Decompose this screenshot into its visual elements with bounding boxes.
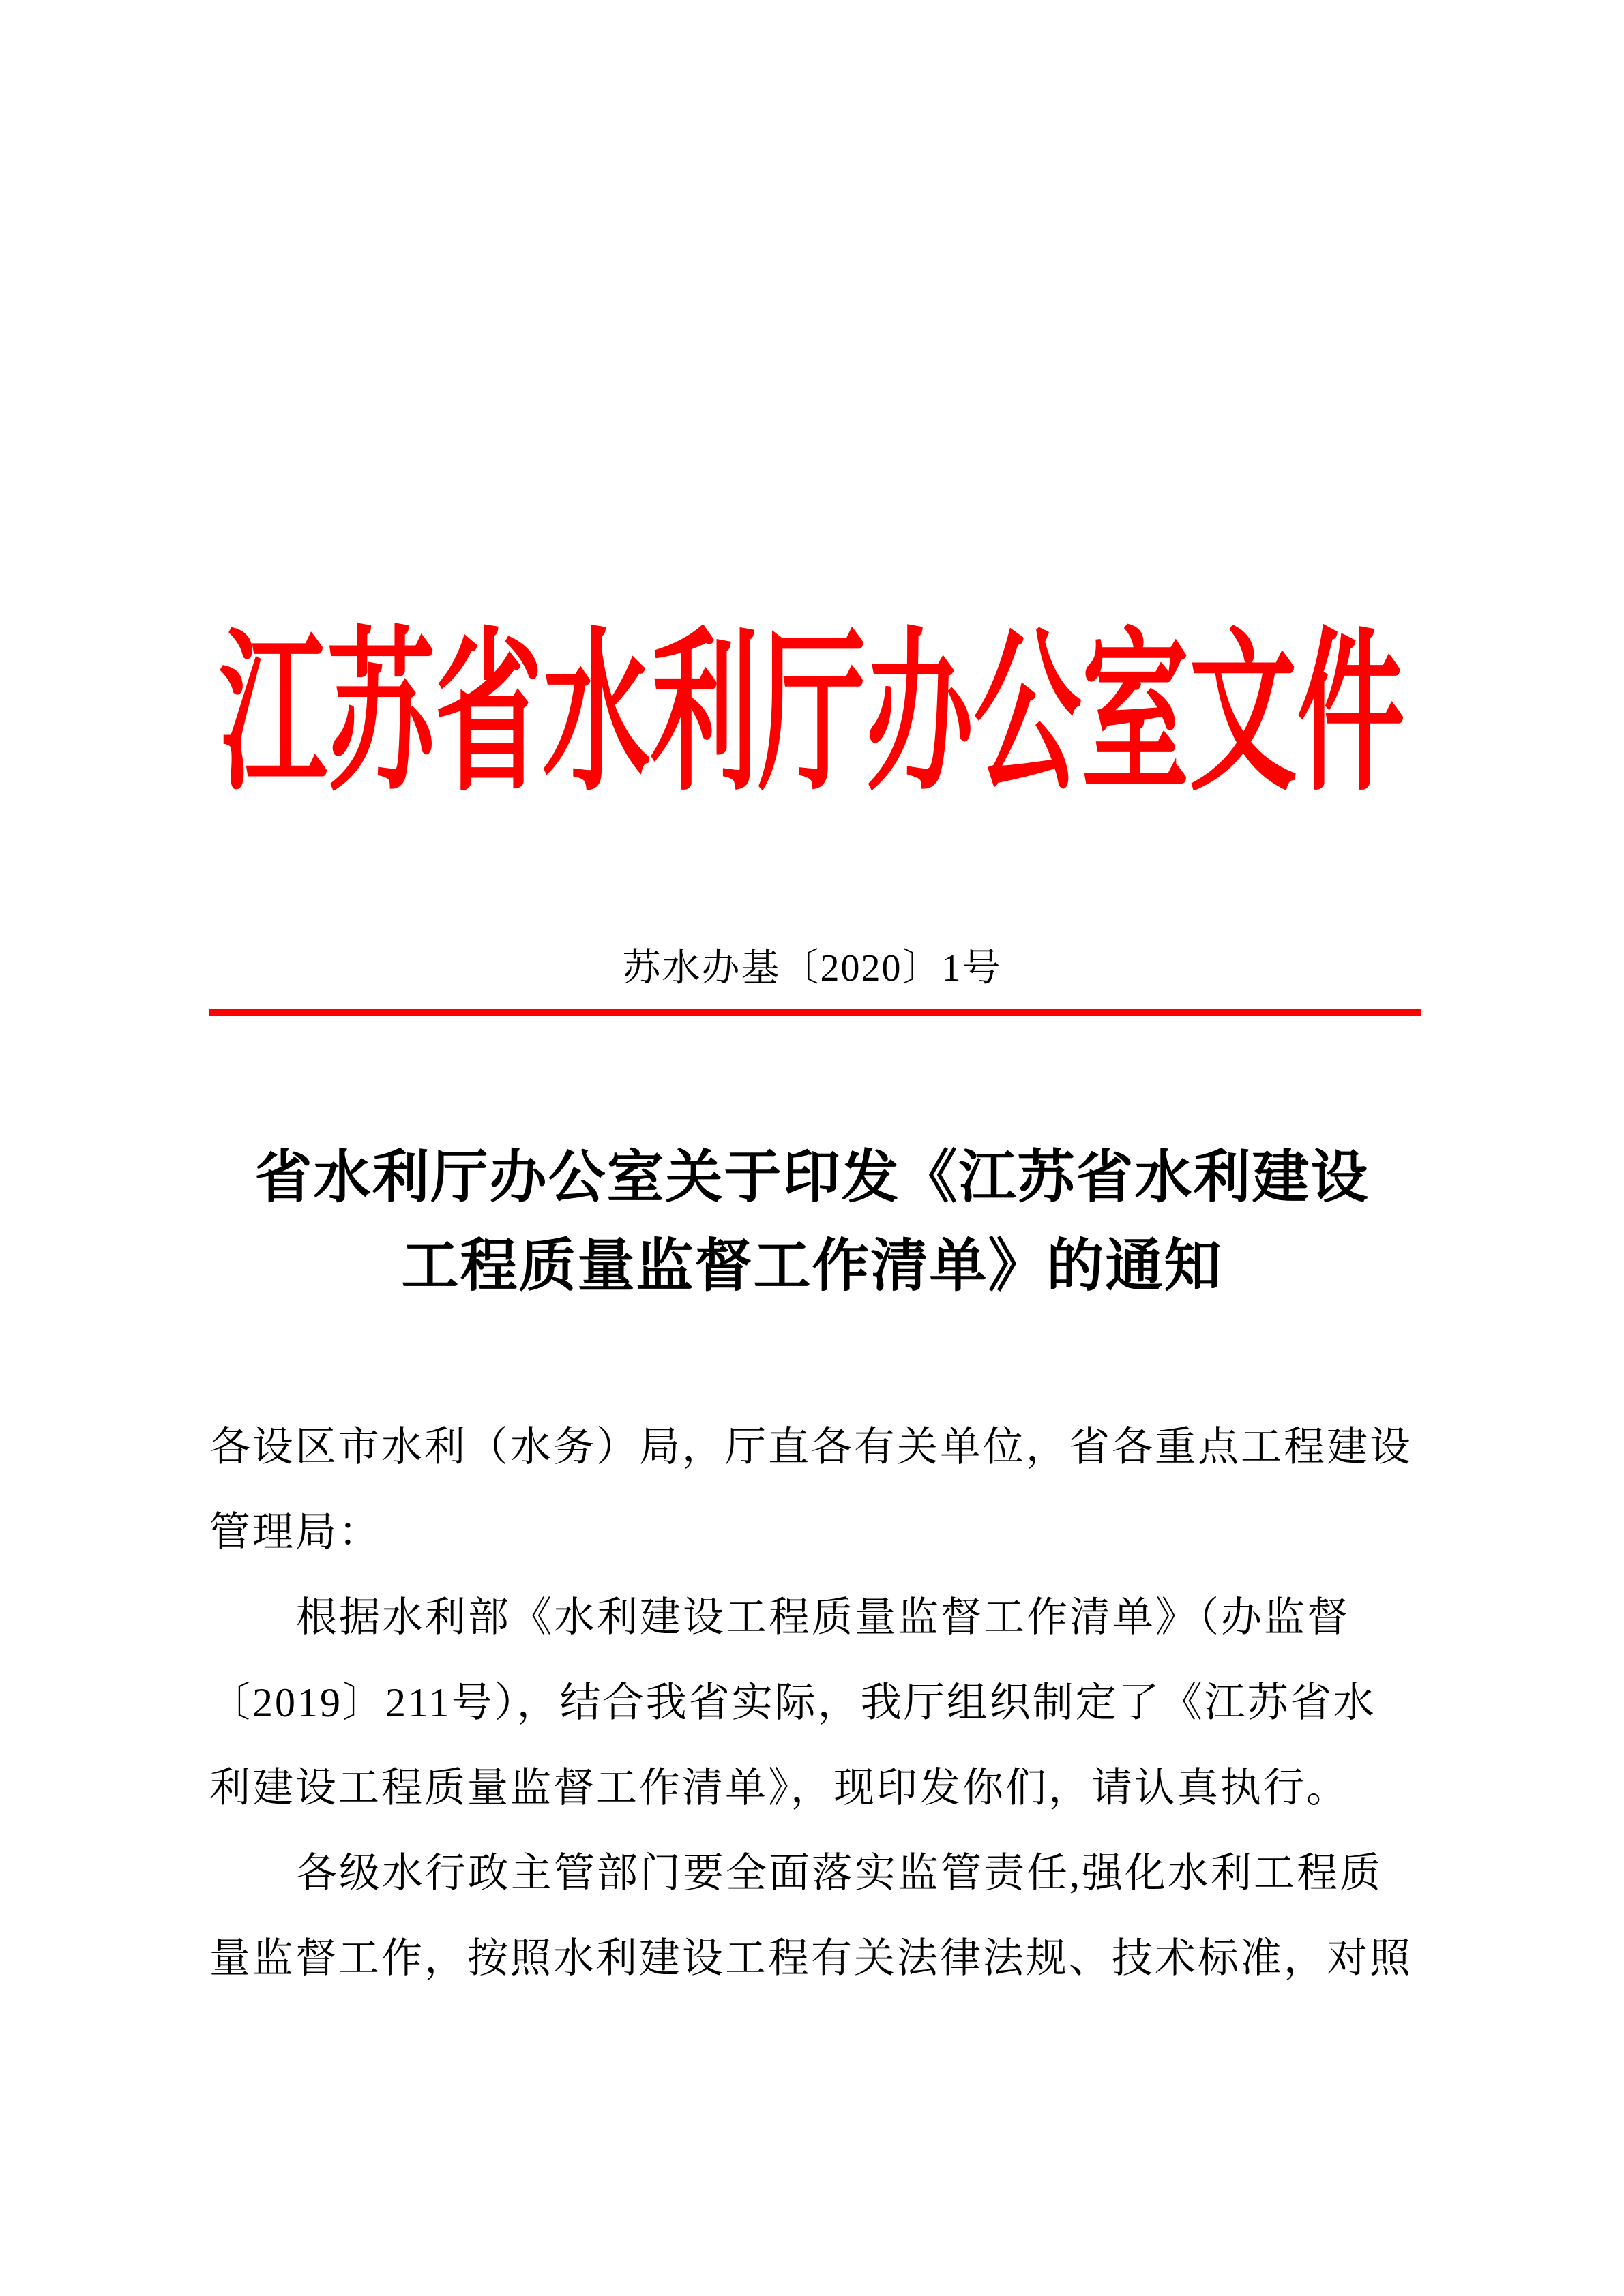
body-line: 量监督工作，按照水利建设工程有关法律法规、技术标准，对照: [209, 1936, 1413, 1981]
body-line: 管理局：: [209, 1510, 381, 1555]
red-divider-line: [209, 1009, 1421, 1016]
body-line: 根据水利部《水利建设工程质量监督工作清单》（办监督: [296, 1595, 1350, 1640]
body-line: 各设区市水利（水务）局，厅直各有关单位，省各重点工程建设: [209, 1425, 1413, 1470]
document-number: 苏水办基〔2020〕1号: [622, 947, 1002, 989]
masthead-title: 江苏省水利厅办公室文件: [219, 618, 1405, 812]
body-line: 各级水行政主管部门要全面落实监管责任,强化水利工程质: [296, 1851, 1383, 1896]
document-title-line2: 工程质量监督工作清单》的通知: [401, 1235, 1223, 1298]
body-line: 利建设工程质量监督工作清单》，现印发你们，请认真执行。: [209, 1765, 1349, 1810]
document-body: [209, 1405, 1421, 2001]
document-title: [0, 1134, 1624, 1311]
document-title-line1: 省水利厅办公室关于印发《江苏省水利建设: [254, 1146, 1370, 1210]
body-line: 〔2019〕211号），结合我省实际，我厅组织制定了《江苏省水: [209, 1680, 1376, 1725]
document-masthead: [0, 618, 1624, 812]
